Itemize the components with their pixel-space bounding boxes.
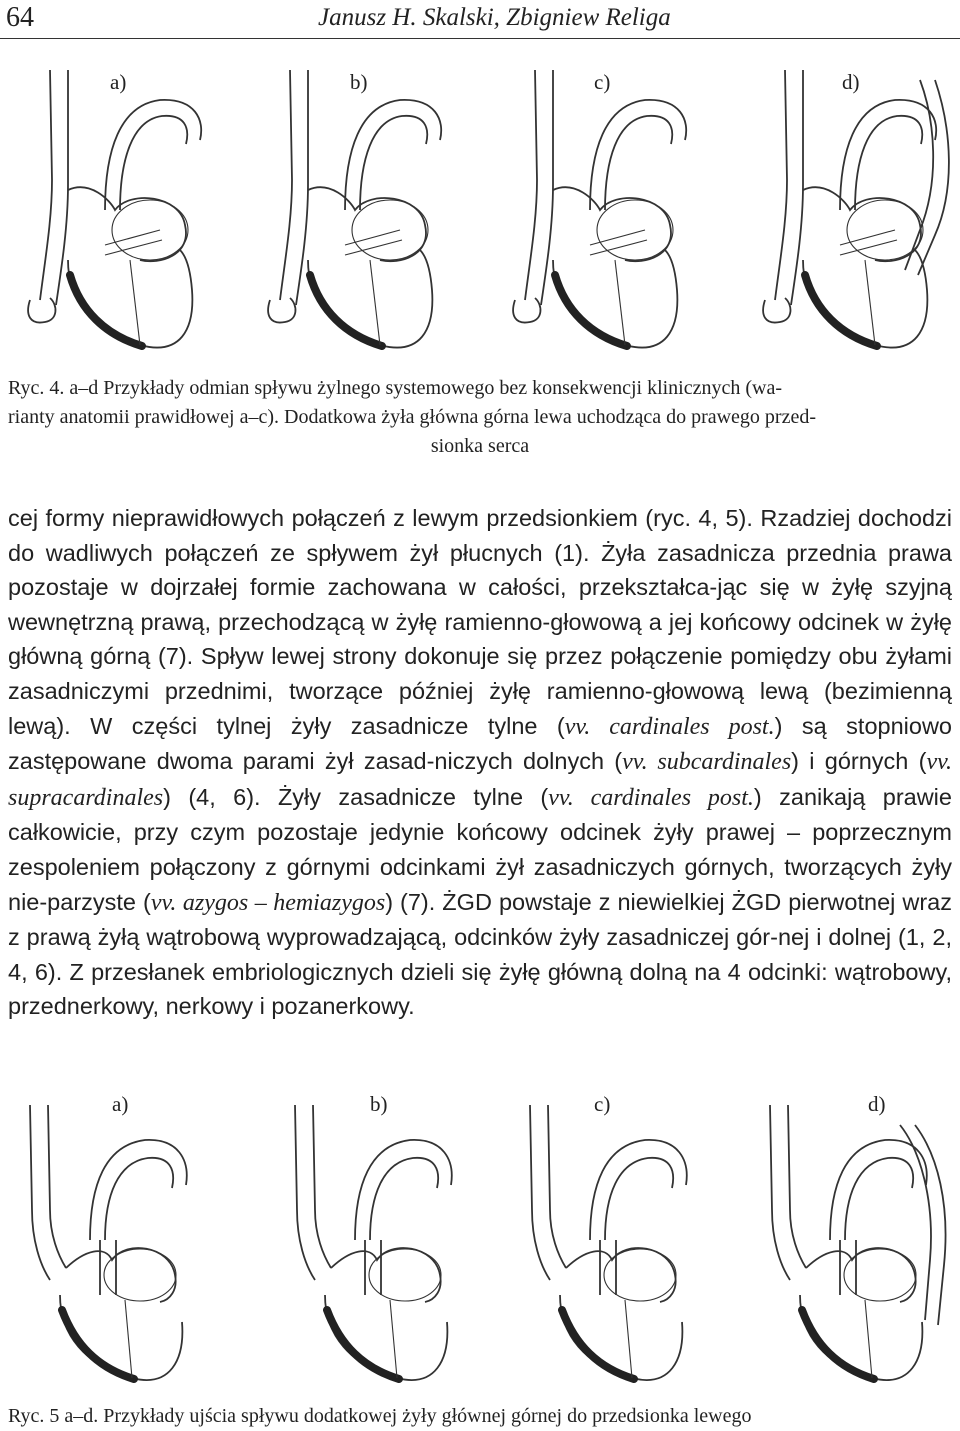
- latin-term-1: vv. cardinales post.: [564, 713, 775, 740]
- fig5-label-a: a): [112, 1092, 129, 1116]
- fig4-caption-line3: sionka serca: [430, 435, 530, 457]
- body-text-part3: ) i górnych (: [791, 748, 927, 775]
- body-text-part5: ) zanikają prawie całkowicie, przy czym pozostaje jedynie końcowy odcinek żyły prawej – poprzecznym zespoleniem połączony z górnymi odcinkami żył zasadniczych górnych, tworzących żyły nie-parzyste (: [8, 783, 952, 915]
- latin-term-4: vv. cardinales post.: [548, 784, 754, 811]
- latin-term-5: vv. azygos – hemiazygos: [150, 889, 386, 916]
- fig5-label-b: b): [370, 1092, 388, 1116]
- fig4-label-a: a): [110, 70, 127, 94]
- body-text-part6: ) (7). ŻGD powstaje z niewielkiej ŻGD pierwotnej wraz z prawą żyłą wątrobową wyprowadzającą, odcinków żyły zasadniczej gór-nej i dolnej (1, 2, 4, 6). Z przesłanek embriologicznych dzieli się żyłę główną dolną na 4 odcinki: wątrobowy, przednerkowy, nerkowy i pozanerkowy.: [8, 888, 952, 1020]
- page-number: 64: [6, 2, 34, 33]
- figure-4-caption: [8, 374, 952, 461]
- body-text-part4: ) (4, 6). Żyły zasadnicze tylne (: [163, 783, 549, 810]
- fig4-caption-line2: rianty anatomii prawidłowej a–c). Dodatkowa żyła główna górna lewa uchodząca do prawego przed-: [8, 406, 817, 428]
- figure-4-heart-diagrams: [0, 60, 960, 360]
- body-text-part1: cej formy nieprawidłowych połączeń z lewym przedsionkiem (ryc. 4, 5). Rzadziej dochodzi do wadliwych połączeń ze spływem żył płucnych (1). Żyła zasadnicza przednia prawa pozostaje w dojrzałej formie zachowana w całości, przekształca-jąc się w żyłę szyjną wewnętrzną prawą, przechodzącą w żyłę ramienno-głowową a jej końcowy odcinek w żyłę główną górną (7). Spływ lewej strony dokonuje się przez połączenie pomiędzy obu żyłami zasadniczymi przednimi, tworzące później żyłę ramienno-głowową lewą (bezimienną lewą). W części tylnej żyły zasadnicze tylne (: [8, 505, 952, 739]
- fig4-label-c: c): [594, 70, 611, 94]
- latin-term-2: vv. subcardinales: [622, 749, 792, 776]
- fig4-label-b: b): [350, 70, 368, 94]
- body-paragraph: [8, 501, 952, 1024]
- latin-term-3: vv. supracardinales: [8, 749, 952, 811]
- fig5-label-c: c): [594, 1092, 611, 1116]
- page-header: [0, 0, 960, 39]
- fig4-caption-line1: Ryc. 4. a–d Przykłady odmian spływu żylnego systemowego bez konsekwencji klinicznych (wa-: [8, 377, 783, 399]
- fig4-label-d: d): [842, 70, 860, 94]
- figure-5-heart-diagrams: [0, 1090, 960, 1390]
- body-text-part2: ) są stopniowo zastępowane dwoma parami żył zasad-niczych dolnych (: [8, 712, 952, 775]
- fig5-label-d: d): [868, 1092, 886, 1116]
- running-head-authors: Janusz H. Skalski, Zbigniew Religa: [318, 4, 671, 31]
- figure-5-caption: Ryc. 5 a–d. Przykłady ujścia spływu dodatkowej żyły głównej górnej do przedsionka lewego: [8, 1405, 752, 1427]
